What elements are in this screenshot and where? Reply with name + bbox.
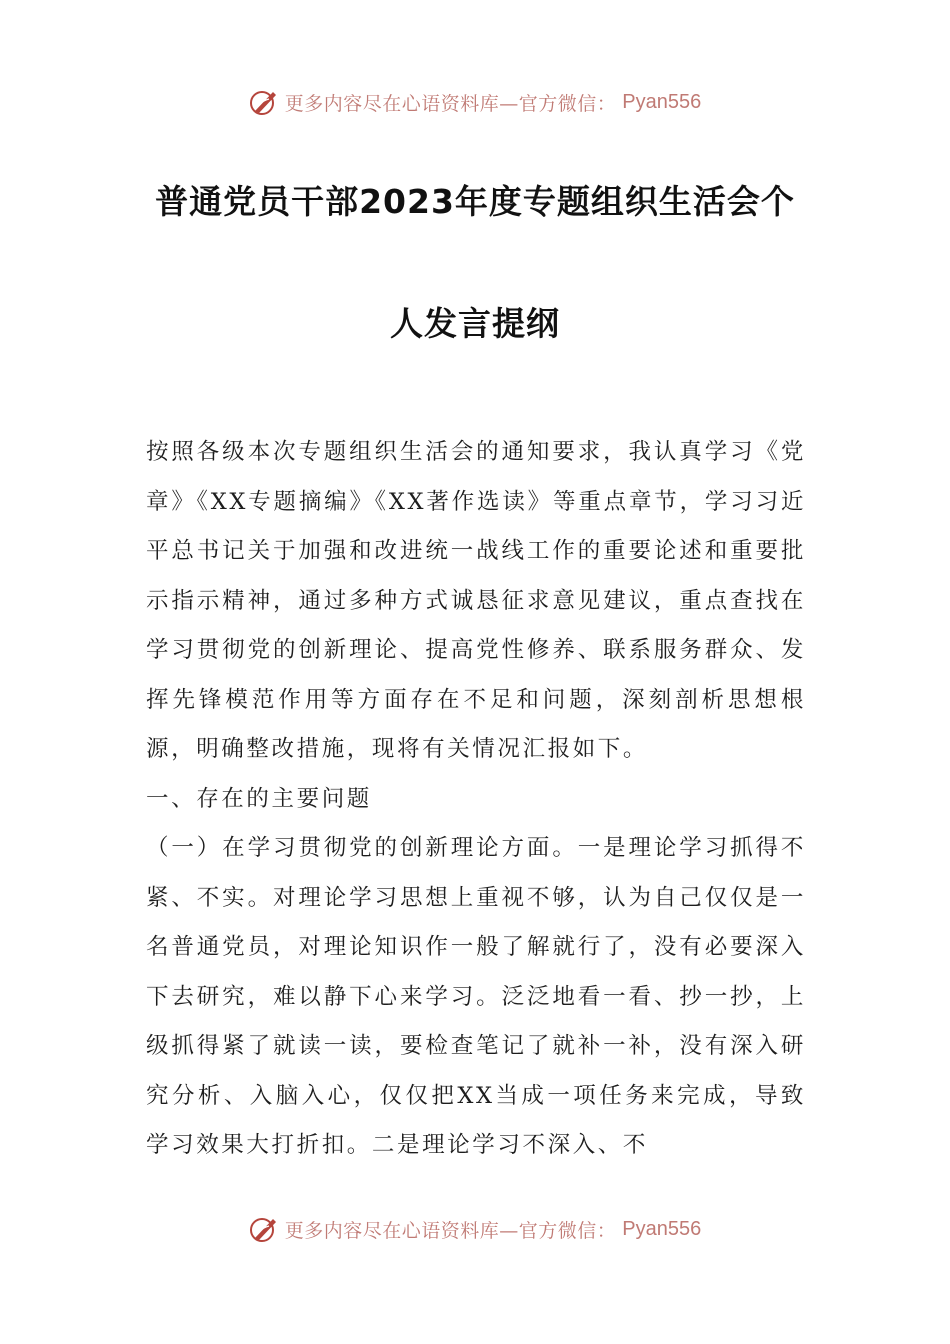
section-paragraph: （一）在学习贯彻党的创新理论方面。一是理论学习抓得不紧、不实。对理论学习思想上重视不够，认为自己仅仅是一名普通党员，对理论知识作一般了解就行了，没有必要深入下去研究，难以静下心来学习。泛泛地看一看、抄一抄，上级抓得紧了就读一读，要检查笔记了就补一补，没有深入研究分析、入脑入心，仅仅把XX当成一项任务来完成，导致学习效果大打折扣。二是理论学习不深入、不: [146, 835, 806, 1158]
quill-logo-icon: [249, 87, 279, 117]
watermark-wechat-id: Pyan556: [622, 90, 702, 113]
intro-paragraph: 按照各级本次专题组织生活会的通知要求，我认真学习《党章》《XX专题摘编》《XX著作选读》等重点章节，学习习近平总书记关于加强和改进统一战线工作的重要论述和重要批示指示精神，通过多种方式诚恳征求意见建议，重点查找在学习贯彻党的创新理论、提高党性修养、联系服务群众、发挥先锋模范作用等方面存在不足和问题，深刻剖析思想根源，明确整改措施，现将有关情况汇报如下。: [146, 439, 806, 762]
watermark-footer: [0, 1209, 950, 1249]
document-title-line-2: 人发言提纲: [390, 304, 560, 343]
document-title-line-1: 普通党员干部2023年度专题组织生活会个: [155, 182, 795, 221]
section-heading: 一、存在的主要问题: [146, 785, 372, 812]
watermark-text: 更多内容尽在心语资料库—官方微信：: [284, 1219, 617, 1242]
watermark-header: [0, 82, 950, 122]
watermark-text: 更多内容尽在心语资料库—官方微信：: [284, 92, 617, 115]
watermark-wechat-id: Pyan556: [622, 1217, 702, 1240]
quill-logo-icon: [249, 1214, 279, 1244]
document-body: [146, 428, 806, 1171]
